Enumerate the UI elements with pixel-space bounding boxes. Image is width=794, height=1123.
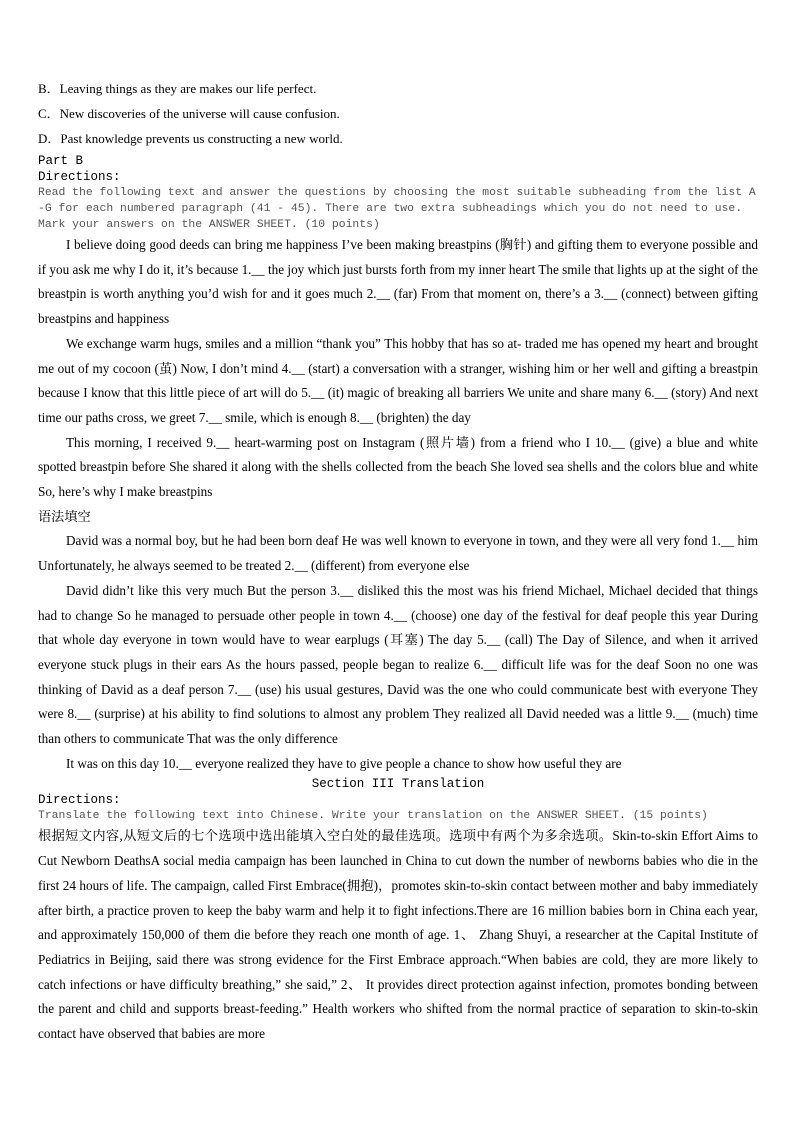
section-3-directions: Translate the following text into Chinese. Write your translation on the ANSWER SHEET. (15 points): [38, 810, 708, 823]
option-b: B．Leaving things as they are makes our life perfect.: [38, 81, 317, 96]
part-b-paragraph-1: I believe doing good deeds can bring me happiness I’ve been making breastpins (胸针) and gifting them to everyone possible and if you ask me why I do it, it’s because 1.__ the joy which just bursts forth from my inner heart The smile that lights up at the sight of the breastpin is worth anything you’d wish for and it goes much 2.__ (far) From that moment on, there’s a 3.__ (connect) between gifting breastpins and happiness: [38, 237, 758, 327]
option-c: C．New discoveries of the universe will cause confusion.: [38, 106, 340, 121]
document-page: [38, 76, 758, 1047]
grammar-paragraph-3: It was on this day 10.__ everyone realized they have to give people a chance to show how useful they are: [66, 755, 622, 771]
option-d: D．Past knowledge prevents us constructing a new world.: [38, 131, 343, 146]
part-b-paragraph-2: We exchange warm hugs, smiles and a million “thank you” This hobby that has so at- traded me has opened my heart and brought me out of my cocoon (茧) Now, I don’t mind 4.__ (start) a conversation with a stranger, wishing him or her well and gifting a breastpin because I know that this little piece of art will do 5.__ (it) magic of breaking all barriers We unite and share many 6.__ (story) And next time our paths cross, we greet 7.__ smile, which is enough 8.__ (brighten) the day: [38, 335, 758, 425]
grammar-title: 语法填空: [38, 508, 91, 524]
grammar-paragraph-1: David was a normal boy, but he had been born deaf He was well known to everyone in town, and they were all very fond 1.__ him Unfortunately, he always seemed to be treated 2.__ (different) from everyone else: [38, 533, 758, 574]
part-b-title: Part B: [38, 154, 84, 168]
part-b-directions: Read the following text and answer the questions by choosing the most suitable subheading from the list A -G for each numbered paragraph (41 - 45). There are two extra subheadings which you do not need to use. Mark your answers on the ANSWER SHEET. (10 points): [38, 187, 756, 231]
section-3-body: 根据短文内容,从短文后的七个选项中选出能填入空白处的最佳选项。选项中有两个为多余选项。Skin-to-skin Effort Aims to Cut Newborn DeathsA social media campaign has been launched in China to cut down the number of newborns babies who die in the first 24 hours of life. The campaign, called First Embrace(拥抱)，promotes skin-to-skin contact between mother and baby immediately after birth, a practice proven to keep the baby warm and help it to fight infections.There are 16 million babies born in China each year, and approximately 150,000 of them die before they reach one month of age. 1、 Zhang Shuyi, a researcher at the Capital Institute of Pediatrics in Beijing, said there was strong evidence for the First Embrace approach.“When babies are cold, they are more likely to catch infections or have difficulty breathing,” she said,” 2、 It provides direct protection against infection, promotes bonding between the parent and child and supports breast-feeding.” Health workers who shifted from the normal practice of separation to skin-to-skin contact have observed that babies are more: [38, 828, 758, 1042]
grammar-paragraph-2: David didn’t like this very much But the person 3.__ disliked this the most was his friend Michael, Michael decided that things had to change So he managed to persuade other people in town 4.__ (choose) one day of the festival for deaf people this year During that whole day everyone in town would have to wear earplugs (耳塞) The day 5.__ (call) The Day of Silence, and when it arrived everyone stuck plugs in their ears As the hours passed, people began to realize 6.__ difficult life was for the deaf Soon no one was thinking of David as a deaf person 7.__ (use) his usual gestures, David was the one who could communicate best with everyone They were 8.__ (surprise) at his ability to find solutions to almost any problem They realized all David needed was a little 9.__ (much) time than others to communicate That was the only difference: [38, 582, 758, 747]
section-3-directions-label: Directions:: [38, 793, 121, 808]
part-b-directions-label: Directions:: [38, 170, 121, 184]
part-b-paragraph-3: This morning, I received 9.__ heart-warming post on Instagram (照片墙) from a friend who I 10.__ (give) a blue and white spotted breastpin before She shared it along with the shells collected from the beach She loved sea shells and the colors blue and white So, here’s why I make breastpins: [38, 434, 758, 500]
section-3-title: Section III Translation: [311, 777, 485, 792]
